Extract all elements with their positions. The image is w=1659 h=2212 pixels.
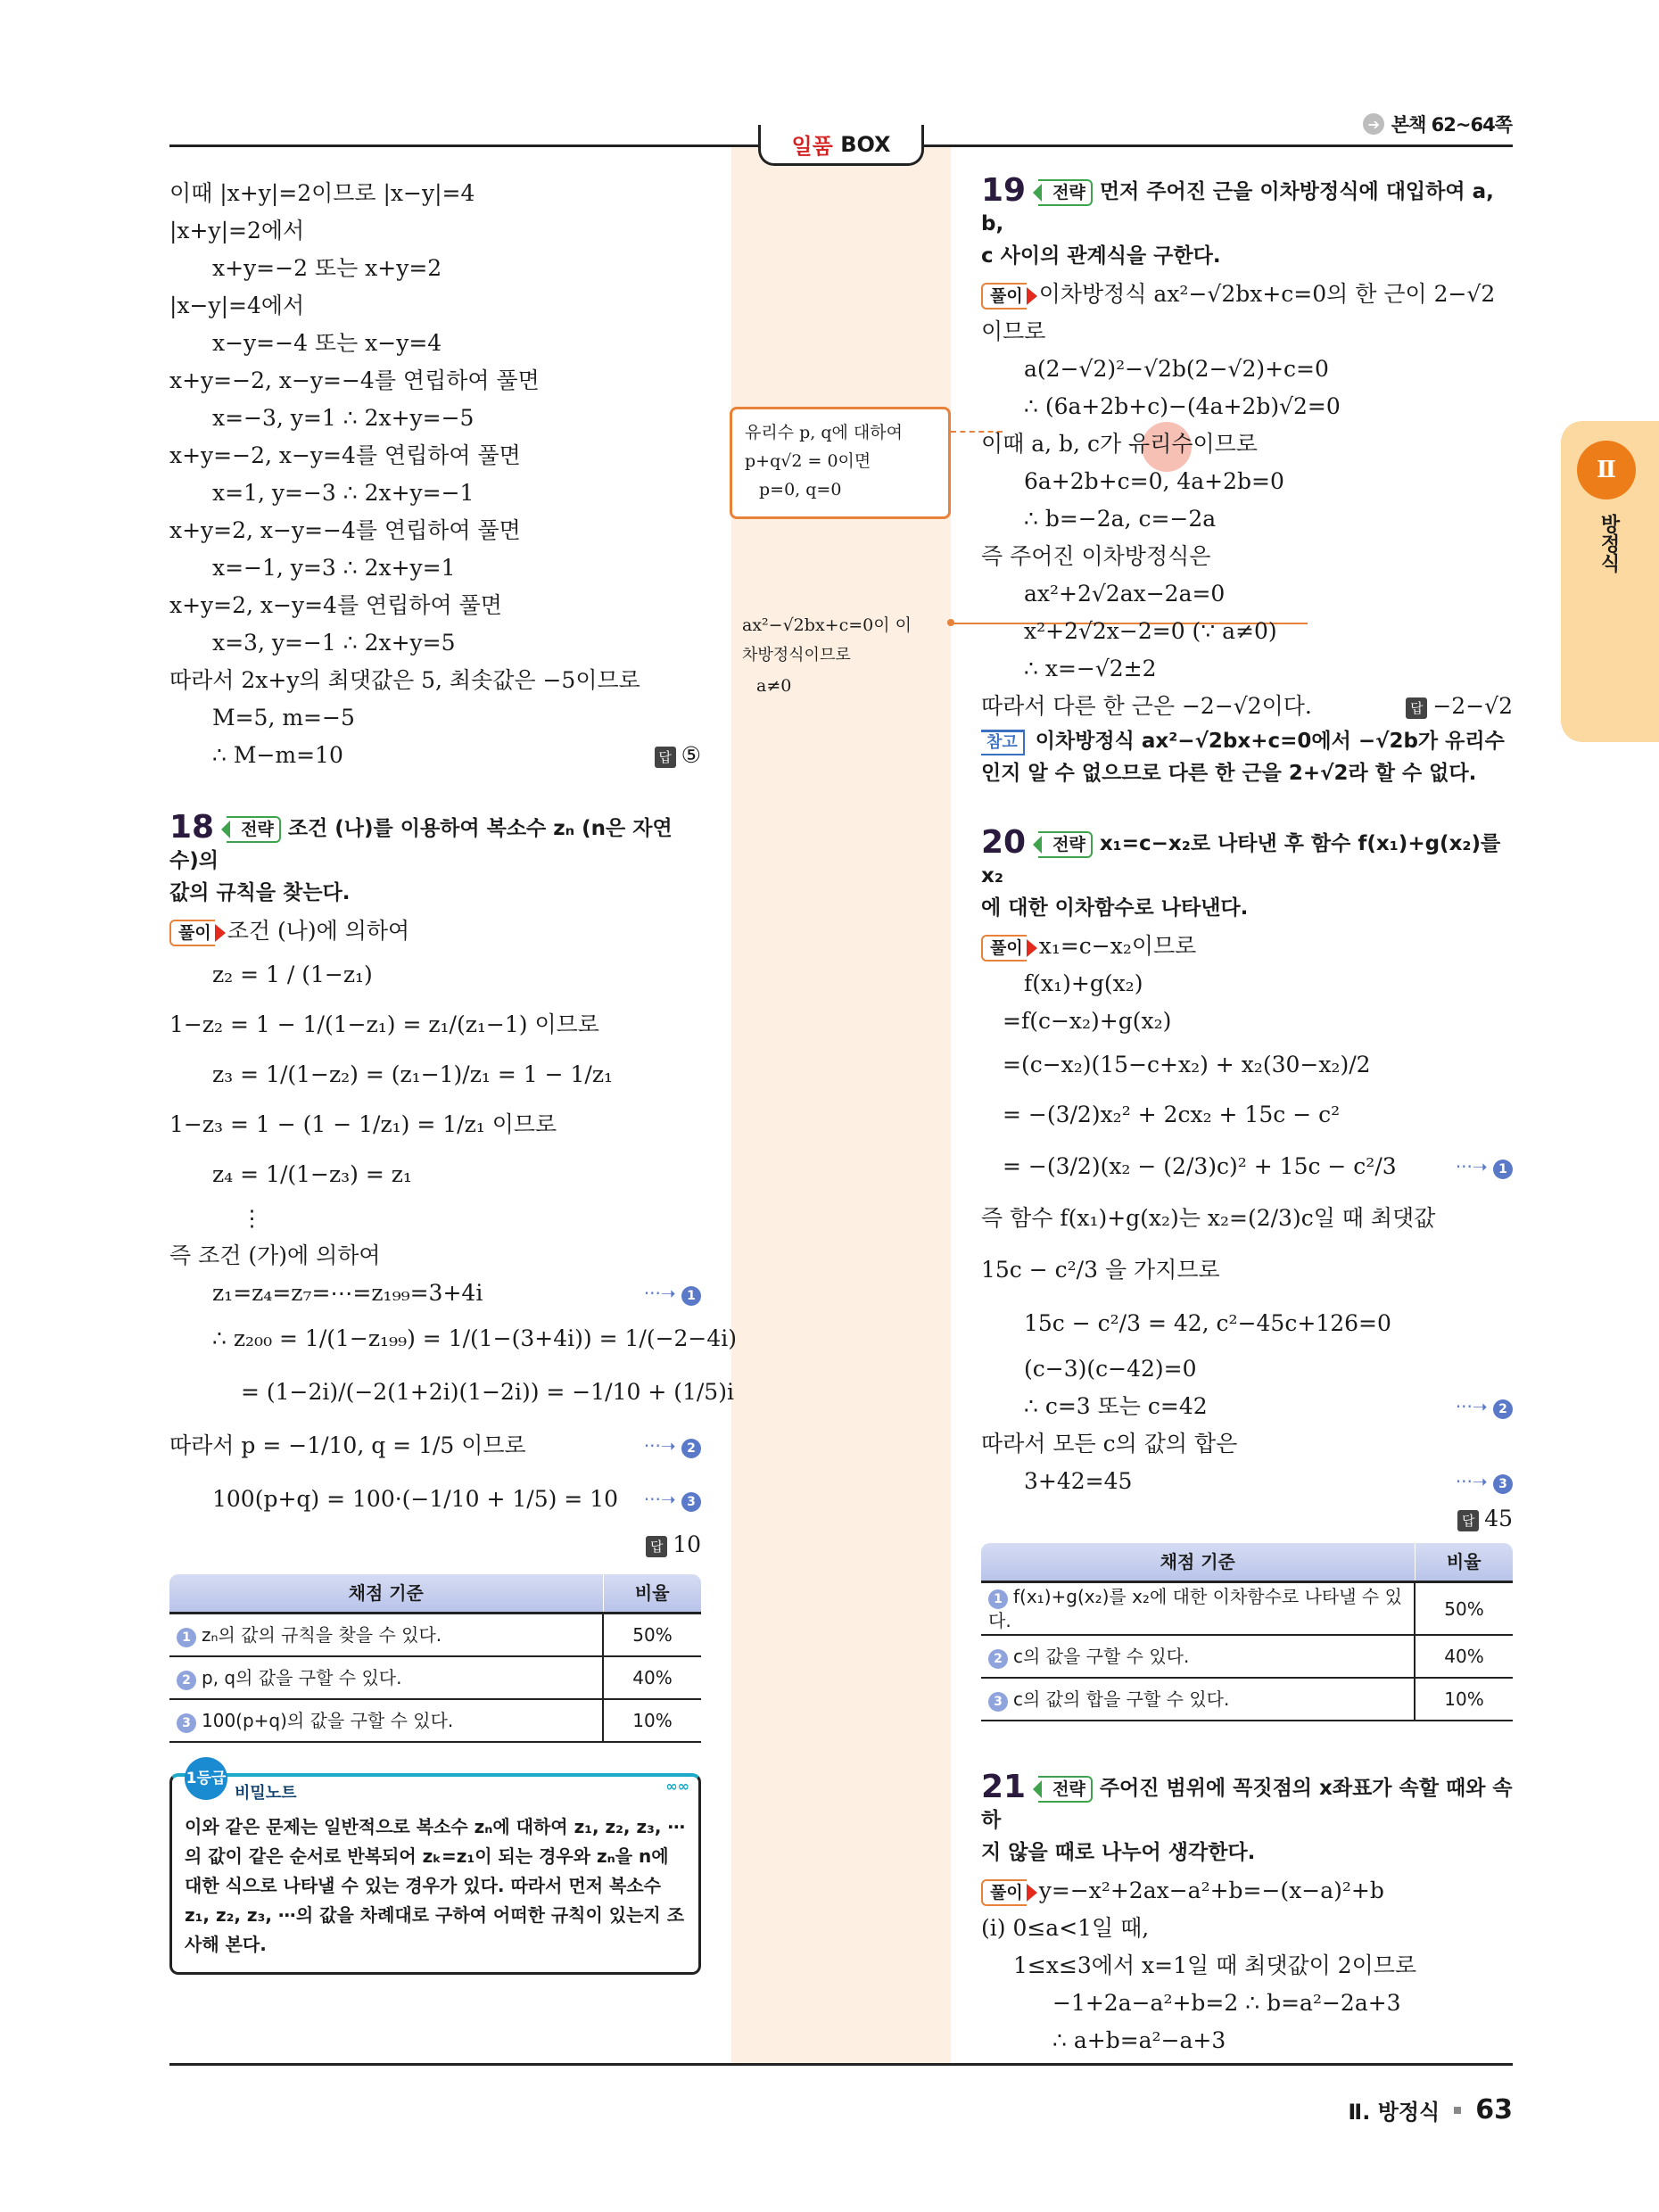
q18-step-1: z₁=z₄=z₇=⋯=z₁₉₉=3+4i ···➝ 1	[169, 1275, 701, 1312]
strategy-badge: 전략	[1038, 1776, 1093, 1803]
secret-note-box: 1등급 비밀노트 ∞∞ 이와 같은 문제는 일반적으로 복소수 zₙ에 대하여 z₁, z₂, z₃, ⋯의 값이 같은 순서로 반복되어 zₖ=z₁이 되는 경우와 zₙ을 n에 대한 식으로 나타낼 수 있는 경우가 있다. 따라서 먼저 복소수 z₁, z₂, z₃, ⋯의 값을 차례대로 구하여 어떠한 규칙이 있는지 조사해 본다.	[169, 1773, 701, 1975]
ilpum-box-label: 일품 BOX	[758, 125, 924, 166]
table-row: 2 p, q의 값을 구할 수 있다. 40%	[169, 1656, 701, 1699]
q20-answer: 답 45	[1457, 1500, 1513, 1538]
table-row: 1 zₙ의 값의 규칙을 찾을 수 있다. 50%	[169, 1614, 701, 1657]
strategy-badge: 전략	[1038, 831, 1093, 858]
step-marker-1: ···➝ 1	[644, 1275, 701, 1312]
solution-badge: 풀이	[169, 920, 215, 946]
bottom-divider	[169, 2063, 1513, 2066]
table-row: 1 f(x₁)+g(x₂)를 x₂에 대한 이차함수로 나타낼 수 있다. 50%	[981, 1582, 1513, 1636]
chapter-number-badge: Ⅱ	[1577, 441, 1636, 499]
page-number: 63	[1475, 2094, 1513, 2125]
box-note-quadratic: ax²−√2bx+c=0이 이 차방정식이므로 a≠0	[742, 615, 912, 696]
step-marker-3: ···➝ 3	[644, 1473, 701, 1526]
q20-step-2: ∴ c=3 또는 c=42 ···➝ 2	[981, 1388, 1513, 1425]
main-book-reference: ➔ 본책 62~64쪽	[1363, 111, 1512, 137]
q20-step-3: 3+42=45 ···➝ 3	[981, 1463, 1513, 1500]
q18-heading: 18 전략 조건 (나)를 이용하여 복소수 zₙ (n은 자연수)의	[169, 809, 673, 872]
step-marker-3: ···➝ 3	[1456, 1463, 1513, 1500]
q19-final-line: 따라서 다른 한 근은 −2−√2이다. 답 −2−√2	[981, 688, 1513, 725]
strategy-badge: 전략	[227, 816, 281, 843]
step-marker-2: ···➝ 2	[1456, 1388, 1513, 1425]
q20-grading-table: 채점 기준 비율 1 f(x₁)+g(x₂)를 x₂에 대한 이차함수로 나타낼 수 있다. 50% 2 c의 값을 구할 수 있다. 40% 3 c의 값의 합을 구할 수 있다. 10%	[981, 1543, 1513, 1721]
right-column: 19 전략 먼저 주어진 근을 이차방정식에 대입하여 a, b, c 사이의 관계식을 구한다. 풀이 이차방정식 ax²−√2bx+c=0의 한 근이 2−√2 이므로 a(2−√2)²−√2b(2−√2)+c=0 ∴ (6a+2b+c)−(4a+2b)√2=0 이때 a, b, c가 유리수이므로 6a+2b+c=0, 4a+2b=0 ∴ b=−2a, c=−2a 즉 주어진 이차방정식은 ax²+2√2ax−2a=0 x²+2√2x−2=0 (∵ a≠0) ∴ x=−√2±2 따라서 다른 한 근은 −2−√2이다. 답 −2−√2 참고 이차방정식 ax²−√2bx+c=0에서 −√2b가 유리수 인지 알 수 없으므로 다른 한 근을 2+√2라 할 수 없다. 20 전략 x₁=c−x₂로 나타낸 후 함수 f(x₁)+g(x₂)를 x₂ 에 대한 이차함수로 나타낸다. 풀이 x₁=c−x₂이므로 f(x₁)+g(x₂) =f(c−x₂)+g(x₂) =(c−x₂)(15−c+x₂) + x₂(30−x₂)/2 = −(3/2)x₂² + 2cx₂ + 15c − c² = −(3/2)(x₂ − (2/3)c)² + 15c − c²/3 ···➝ 1 즉 함수 f(x₁)+g(x₂)는 x₂=(2/3)c일 때 최댓값 15c − c²/3 을 가지므로 15c − c²/3 = 42, c²−45c+126=0 (c−3)(c−42)=0 ∴ c=3 또는 c=42 ···➝ 2 따라서 모든 c의 값의 합은 3+42=45 ···➝ 3 답 45 채점 기준 비율 1 f(x₁)+g(x₂)를 x₂에 대한 이차함수로 나타낼 수 있다. 50% 2 c의 값을 구할 수 있다. 40% 3 c의 값의 합을 구할 수 있다. 10% 21 전략 주어진 범위에 꼭짓점의 x좌표가 속할 때와 속하 지 않을 때로 나누어 생각한다. 풀이 y=−x²+2ax−a²+b=−(x−a)²+b (i) 0≤a<1일 때, 1≤x≤3에서 x=1일 때 최댓값이 2이므로 −1+2a−a²+b=2 ∴ b=a²−2a+3 ∴ a+b=a²−a+3	[981, 172, 1513, 2053]
q20-heading: 20 전략 x₁=c−x₂로 나타낸 후 함수 f(x₁)+g(x₂)를 x₂	[981, 824, 1501, 887]
step-marker-1: ···➝ 1	[1456, 1140, 1513, 1193]
step-marker-2: ···➝ 2	[644, 1419, 701, 1473]
q18-step-2: 따라서 p = −1/10, q = 1/5 이므로 ···➝ 2	[169, 1419, 701, 1473]
chapter-title: 방정식	[1597, 514, 1620, 573]
answer-icon: 답	[1406, 697, 1427, 719]
q19-answer: 답 −2−√2	[1406, 688, 1513, 725]
separator-square-icon	[1454, 2107, 1461, 2114]
solution-badge: 풀이	[981, 935, 1027, 962]
chapter-side-tab[interactable]	[1561, 421, 1659, 742]
page-footer: Ⅱ. 방정식 63	[1348, 2094, 1513, 2125]
first-grade-badge: 1등급	[185, 1757, 227, 1800]
answer-icon: 답	[1457, 1510, 1479, 1531]
box-note-rational: 유리수 p, q에 대하여 p+q√2 = 0이면 p=0, q=0	[730, 407, 951, 519]
q17-answer: 답 ⑤	[655, 737, 701, 774]
arrow-right-icon: ➔	[1363, 113, 1384, 135]
q17-final-line: ∴ M−m=10 답 ⑤	[169, 737, 701, 774]
table-row: 2 c의 값을 구할 수 있다. 40%	[981, 1635, 1513, 1678]
q19-note: 참고 이차방정식 ax²−√2bx+c=0에서 −√2b가 유리수	[981, 725, 1513, 757]
q19-heading: 19 전략 먼저 주어진 근을 이차방정식에 대입하여 a, b,	[981, 172, 1494, 235]
answer-icon: 답	[646, 1536, 667, 1557]
q21-heading: 21 전략 주어진 범위에 꼭짓점의 x좌표가 속할 때와 속하	[981, 1769, 1513, 1832]
solution-badge: 풀이	[981, 1879, 1027, 1906]
q18-answer: 답 10	[646, 1526, 701, 1564]
strategy-badge: 전략	[1038, 179, 1093, 206]
note-badge: 참고	[981, 730, 1025, 755]
note-leader-dot	[947, 619, 954, 626]
solution-badge: 풀이	[981, 283, 1027, 310]
q18-grading-table: 채점 기준 비율 1 zₙ의 값의 규칙을 찾을 수 있다. 50% 2 p, q의 값을 구할 수 있다. 40% 3 100(p+q)의 값을 구할 수 있다. 10%	[169, 1574, 701, 1743]
q18-step-3: 100(p+q) = 100·(−1/10 + 1/5) = 10 ···➝ 3	[169, 1473, 701, 1526]
left-column: 이때 |x+y|=2이므로 |x−y|=4 |x+y|=2에서 x+y=−2 또는 x+y=2 |x−y|=4에서 x−y=−4 또는 x−y=4 x+y=−2, x−y=−4를 연립하여 풀면 x=−3, y=1 ∴ 2x+y=−5 x+y=−2, x−y=4를 연립하여 풀면 x=1, y=−3 ∴ 2x+y=−1 x+y=2, x−y=−4를 연립하여 풀면 x=−1, y=3 ∴ 2x+y=1 x+y=2, x−y=4를 연립하여 풀면 x=3, y=−1 ∴ 2x+y=5 따라서 2x+y의 최댓값은 5, 최솟값은 −5이므로 M=5, m=−5 ∴ M−m=10 답 ⑤ 18 전략 조건 (나)를 이용하여 복소수 zₙ (n은 자연수)의 값의 규칙을 찾는다. 풀이 조건 (나)에 의하여 z₂ = 1 / (1−z₁) 1−z₂ = 1 − 1/(1−z₁) = z₁/(z₁−1) 이므로 z₃ = 1/(1−z₂) = (z₁−1)/z₁ = 1 − 1/z₁ 1−z₃ = 1 − (1 − 1/z₁) = 1/z₁ 이므로 z₄ = 1/(1−z₃) = z₁ ⋮ 즉 조건 (가)에 의하여 z₁=z₄=z₇=⋯=z₁₉₉=3+4i ···➝ 1 ∴ z₂₀₀ = 1/(1−z₁₉₉) = 1/(1−(3+4i)) = 1/(−2−4i) = (1−2i)/(−2(1+2i)(1−2i)) = −1/10 + (1/5)i 따라서 p = −1/10, q = 1/5 이므로 ···➝ 2 100(p+q) = 100·(−1/10 + 1/5) = 10 ···➝ 3 답 10 채점 기준 비율 1 zₙ의 값의 규칙을 찾을 수 있다. 50% 2 p, q의 값을 구할 수 있다. 40% 3 100(p+q)의 값을 구할 수 있다. 10% 1등급 비밀노트 ∞∞ 이와 같은 문제는 일반적으로 복소수 zₙ에 대하여 z₁, z₂, z₃, ⋯의 값이 같은 순서로 반복되어 zₖ=z₁이 되는 경우와 zₙ을 n에 대한 식으로 나타낼 수 있는 경우가 있다. 따라서 먼저 복소수 z₁, z₂, z₃, ⋯의 값을 차례대로 구하여 어떠한 규칙이 있는지 조사해 본다.	[169, 175, 701, 1975]
q20-step-1: = −(3/2)(x₂ − (2/3)c)² + 15c − c²/3 ···➝ 1	[981, 1140, 1513, 1193]
answer-icon: 답	[655, 747, 676, 768]
decoration-icon: ∞∞	[665, 1778, 689, 1795]
table-row: 3 c의 값의 합을 구할 수 있다. 10%	[981, 1678, 1513, 1721]
table-row: 3 100(p+q)의 값을 구할 수 있다. 10%	[169, 1699, 701, 1742]
